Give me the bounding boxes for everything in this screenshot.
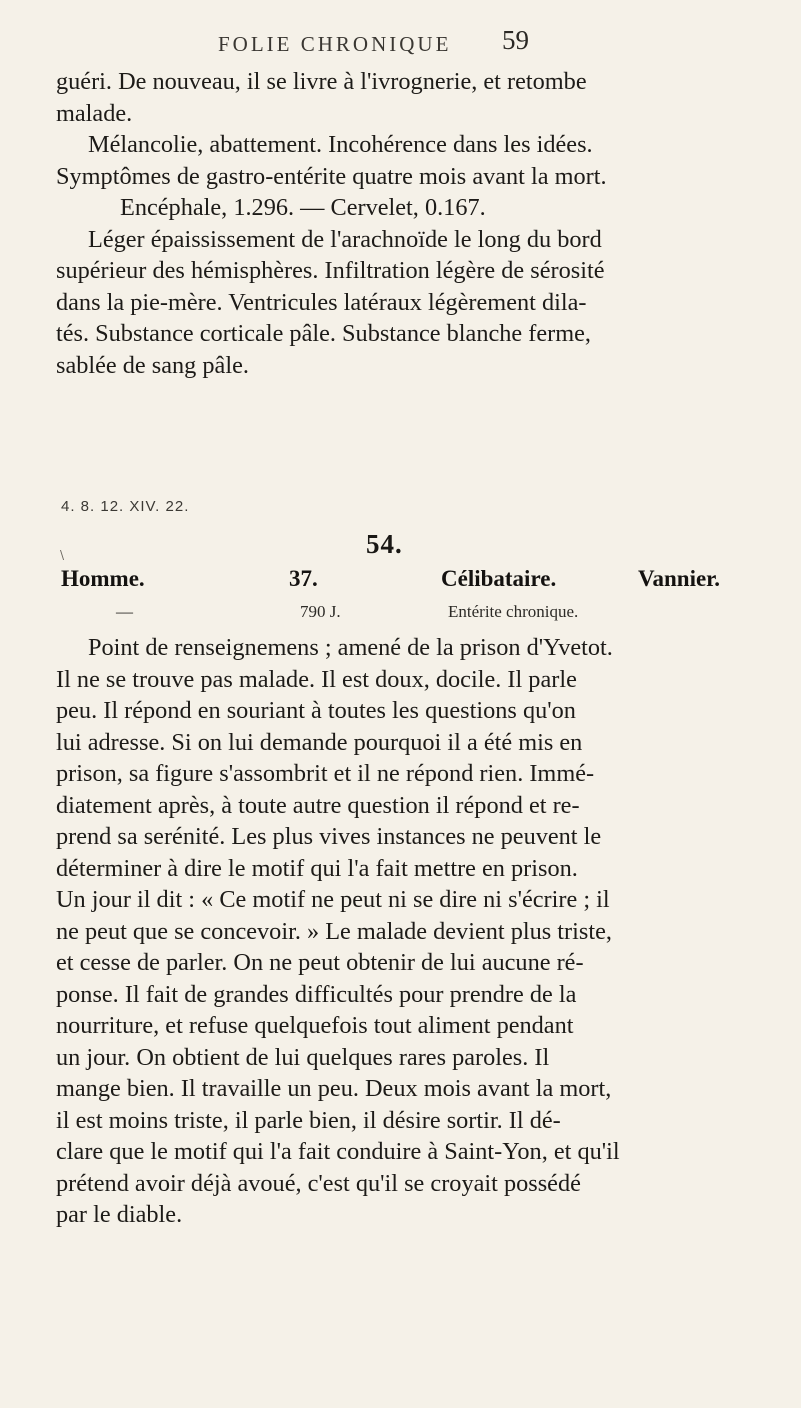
case-age: 37. xyxy=(289,566,318,591)
text-line: Symptômes de gastro-entérite quatre mois avant la mort. xyxy=(56,162,607,190)
text-line: guéri. De nouveau, il se livre à l'ivrognerie, et retombe xyxy=(56,68,587,95)
text-line: diatement après, à toute autre question il répond et re- xyxy=(56,791,580,819)
text-line: mange bien. Il travaille un peu. Deux mois avant la mort, xyxy=(56,1075,612,1102)
text-line: Point de renseignemens ; amené de la prison d'Yvetot. xyxy=(88,634,613,661)
text-line: dans la pie-mère. Ventricules latéraux légèrement dila- xyxy=(56,288,587,316)
text-line: Mélancolie, abattement. Incohérence dans les idées. xyxy=(88,131,593,158)
case-number: 54. xyxy=(366,529,403,559)
case-dash: — xyxy=(116,602,133,621)
text-line: il est moins triste, il parle bien, il désire sortir. Il dé- xyxy=(56,1106,561,1134)
text-line: Léger épaississement de l'arachnoïde le long du bord xyxy=(88,225,602,253)
case-subheader xyxy=(0,602,801,626)
brain-weights: Encéphale, 1.296. — Cervelet, 0.167. xyxy=(120,194,486,221)
case-duration: 790 J. xyxy=(300,602,341,621)
text-line: ne peut que se concevoir. » Le malade devient plus triste, xyxy=(56,917,612,945)
text-line: lui adresse. Si on lui demande pourquoi il a été mis en xyxy=(56,728,583,756)
case-diagnosis: Entérite chronique. xyxy=(448,602,579,621)
first-entry-text xyxy=(56,66,704,381)
text-line: ponse. Il fait de grandes difficultés pour prendre de la xyxy=(56,980,577,1008)
case-profession: Vannier. xyxy=(638,566,721,591)
text-line: Un jour il dit : « Ce motif ne peut ni se dire ni s'écrire ; il xyxy=(56,886,610,913)
text-line: Il ne se trouve pas malade. Il est doux, docile. Il parle xyxy=(56,665,577,693)
text-line: tés. Substance corticale pâle. Substance blanche ferme, xyxy=(56,320,591,347)
second-entry-text xyxy=(56,632,704,1231)
text-line: par le diable. xyxy=(56,1201,183,1228)
text-line: sablée de sang pâle. xyxy=(56,351,249,379)
case-status: Célibataire. xyxy=(441,566,557,591)
case-sex: Homme. xyxy=(61,566,145,591)
text-line: supérieur des hémisphères. Infiltration légère de sérosité xyxy=(56,257,605,284)
text-line: prétend avoir déjà avoué, c'est qu'il se croyait possédé xyxy=(56,1169,581,1197)
text-line: malade. xyxy=(56,99,133,127)
running-title: FOLIE CHRONIQUE xyxy=(218,32,452,56)
case-header xyxy=(0,566,801,600)
text-line: déterminer à dire le motif qui l'a fait mettre en prison. xyxy=(56,854,578,882)
text-line: prison, sa figure s'assombrit et il ne répond rien. Immé- xyxy=(56,760,595,787)
margin-tick: \ xyxy=(60,548,65,562)
text-line: et cesse de parler. On ne peut obtenir de lui aucune ré- xyxy=(56,949,584,976)
running-head xyxy=(0,22,801,62)
text-line: peu. Il répond en souriant à toutes les questions qu'on xyxy=(56,697,576,724)
organ-weights: 4. 8. 12. XIV. 22. xyxy=(61,498,190,515)
page-number: 59 xyxy=(502,25,529,55)
text-line: un jour. On obtient de lui quelques rares paroles. Il xyxy=(56,1043,550,1071)
text-line: prend sa serénité. Les plus vives instances ne peuvent le xyxy=(56,823,602,850)
text-line: nourriture, et refuse quelquefois tout aliment pendant xyxy=(56,1012,574,1039)
text-line: clare que le motif qui l'a fait conduire à Saint-Yon, et qu'il xyxy=(56,1138,620,1165)
